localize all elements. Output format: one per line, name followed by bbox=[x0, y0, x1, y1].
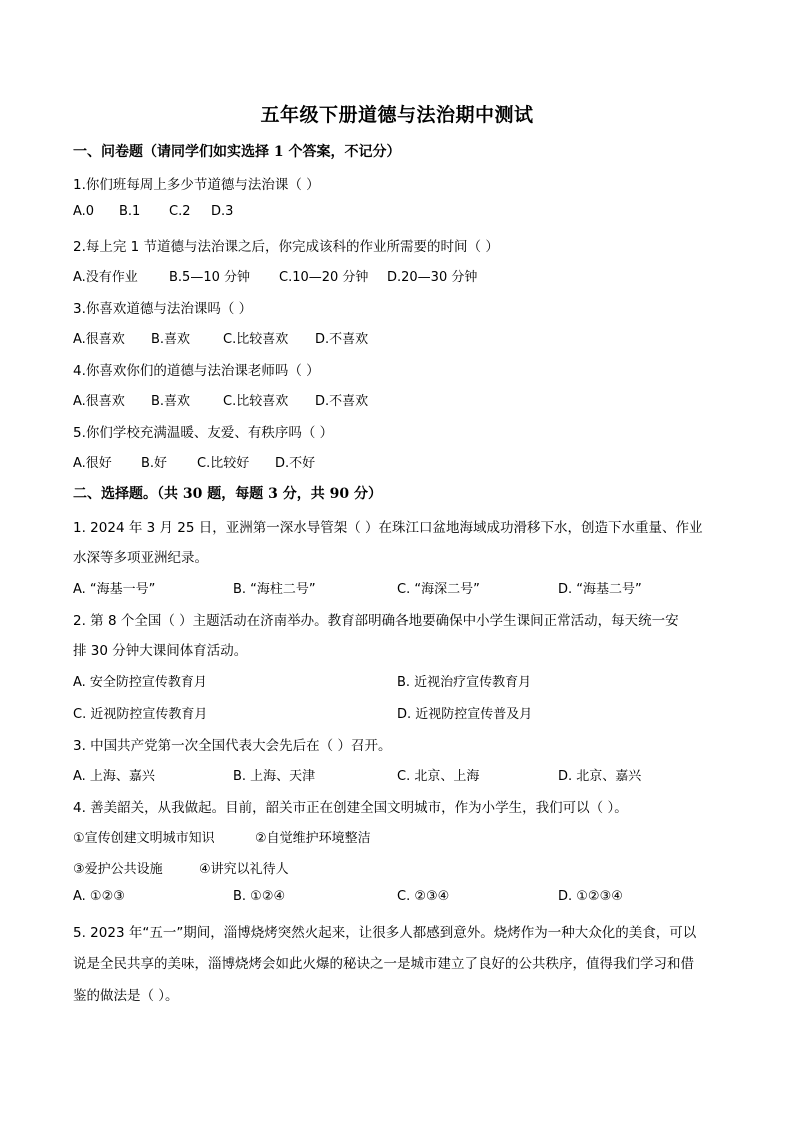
s1-q4-option-c[interactable]: C.比较喜欢 bbox=[223, 394, 289, 409]
s2-q4-item-2: ②自觉维护环境整洁 bbox=[255, 831, 371, 846]
s2-q1-option-b[interactable]: B. “海柱二号” bbox=[233, 582, 316, 597]
s2-q1-option-d[interactable]: D. “海基二号” bbox=[558, 582, 642, 597]
s2-q4-option-d[interactable]: D. ①②③④ bbox=[558, 889, 623, 904]
s1-q2-option-a[interactable]: A.没有作业 bbox=[73, 270, 138, 285]
s2-q2-options-row1 bbox=[73, 671, 733, 689]
s2-q3-option-b[interactable]: B. 上海、天津 bbox=[233, 769, 316, 784]
s2-q4-item-4: ④讲究以礼待人 bbox=[199, 862, 289, 877]
s1-q5-option-a[interactable]: A.很好 bbox=[73, 456, 112, 471]
s1-q5-options bbox=[73, 452, 315, 471]
s2-q2-option-d[interactable]: D. 近视防控宣传普及月 bbox=[397, 707, 533, 722]
s2-q5-line3: 鉴的做法是（ ）。 bbox=[73, 988, 179, 1004]
s1-q1-text: 1.你们班每周上多少节道德与法治课（ ） bbox=[73, 177, 320, 193]
s1-q2-option-c[interactable]: C.10—20 分钟 bbox=[279, 270, 369, 285]
s2-q5-line2: 说是全民共享的美味，淄博烧烤会如此火爆的秘诀之一是城市建立了良好的公共秩序，值得我们学习和借 bbox=[73, 956, 694, 972]
s2-q3-option-a[interactable]: A. 上海、嘉兴 bbox=[73, 769, 155, 784]
s1-q2-option-b[interactable]: B.5—10 分钟 bbox=[169, 270, 250, 285]
s1-q1-option-c[interactable]: C.2 bbox=[169, 204, 191, 219]
s2-q1-option-a[interactable]: A. “海基一号” bbox=[73, 582, 156, 597]
s1-q3-text: 3.你喜欢道德与法治课吗（ ） bbox=[73, 301, 253, 317]
s1-q4-option-a[interactable]: A.很喜欢 bbox=[73, 394, 125, 409]
s1-q1-option-d[interactable]: D.3 bbox=[211, 204, 234, 219]
section1-heading: 一、问卷题（请同学们如实选择 1 个答案，不记分） bbox=[73, 144, 401, 160]
s2-q3-option-d[interactable]: D. 北京、嘉兴 bbox=[558, 769, 642, 784]
section2-heading: 二、选择题。（共 30 题，每题 3 分，共 90 分） bbox=[73, 486, 382, 502]
s1-q2-option-d[interactable]: D.20—30 分钟 bbox=[387, 270, 478, 285]
s2-q4-item-1: ①宣传创建文明城市知识 bbox=[73, 831, 215, 846]
s2-q3-option-c[interactable]: C. 北京、上海 bbox=[397, 769, 480, 784]
s1-q4-option-d[interactable]: D.不喜欢 bbox=[315, 394, 369, 409]
s2-q1-option-c[interactable]: C. “海深二号” bbox=[397, 582, 480, 597]
s2-q2-line1: 2. 第 8 个全国（ ）主题活动在济南举办。教育部明确各地要确保中小学生课间正常活动，每天统一安 bbox=[73, 613, 679, 629]
s2-q5-line1: 5. 2023 年“五一”期间，淄博烧烤突然火起来，让很多人都感到意外。烧烤作为一种大众化的美食，可以 bbox=[73, 925, 697, 941]
s2-q1-line1: 1. 2024 年 3 月 25 日，亚洲第一深水导管架（ ）在珠江口盆地海域成功滑移下水，创造下水重量、作业 bbox=[73, 520, 703, 536]
s2-q2-option-a[interactable]: A. 安全防控宣传教育月 bbox=[73, 675, 207, 690]
page-title: 五年级下册道德与法治期中测试 bbox=[260, 104, 534, 126]
s2-q1-line2: 水深等多项亚洲纪录。 bbox=[73, 550, 208, 566]
s1-q1-option-a[interactable]: A.0 bbox=[73, 204, 95, 219]
s2-q4-items-row2 bbox=[73, 858, 733, 876]
s2-q2-option-c[interactable]: C. 近视防控宣传教育月 bbox=[73, 707, 208, 722]
s1-q1-option-b[interactable]: B.1 bbox=[119, 204, 141, 219]
s2-q4-items-row1 bbox=[73, 827, 733, 845]
s1-q5-option-c[interactable]: C.比较好 bbox=[197, 456, 250, 471]
s1-q3-option-c[interactable]: C.比较喜欢 bbox=[223, 332, 289, 347]
s2-q4-options bbox=[73, 889, 733, 907]
s2-q4-item-3: ③爱护公共设施 bbox=[73, 862, 163, 877]
s2-q4-line1: 4. 善美韶关，从我做起。目前，韶关市正在创建全国文明城市，作为小学生，我们可以（ ）。 bbox=[73, 800, 628, 816]
s1-q3-option-a[interactable]: A.很喜欢 bbox=[73, 332, 125, 347]
s1-q5-text: 5.你们学校充满温暖、友爱、有秩序吗（ ） bbox=[73, 425, 334, 441]
s1-q3-option-b[interactable]: B.喜欢 bbox=[151, 332, 191, 347]
s1-q5-option-d[interactable]: D.不好 bbox=[275, 456, 316, 471]
s1-q1-options bbox=[73, 204, 233, 219]
s1-q3-option-d[interactable]: D.不喜欢 bbox=[315, 332, 369, 347]
s1-q5-option-b[interactable]: B.好 bbox=[141, 456, 168, 471]
s2-q2-option-b[interactable]: B. 近视治疗宣传教育月 bbox=[397, 675, 532, 690]
s2-q1-options bbox=[73, 578, 733, 596]
s2-q2-options-row2 bbox=[73, 703, 733, 721]
s2-q4-option-b[interactable]: B. ①②④ bbox=[233, 889, 286, 904]
s2-q3-line1: 3. 中国共产党第一次全国代表大会先后在（ ）召开。 bbox=[73, 738, 392, 754]
s1-q2-options bbox=[73, 266, 477, 285]
s1-q2-text: 2.每上完 1 节道德与法治课之后，你完成该科的作业所需要的时间（ ） bbox=[73, 239, 499, 255]
s2-q4-option-a[interactable]: A. ①②③ bbox=[73, 889, 125, 904]
s1-q4-text: 4.你喜欢你们的道德与法治课老师吗（ ） bbox=[73, 363, 320, 379]
s1-q4-option-b[interactable]: B.喜欢 bbox=[151, 394, 191, 409]
s1-q4-options bbox=[73, 390, 368, 409]
s2-q2-line2: 排 30 分钟大课间体育活动。 bbox=[73, 643, 248, 659]
s1-q3-options bbox=[73, 328, 368, 347]
s2-q3-options bbox=[73, 765, 733, 783]
s2-q4-option-c[interactable]: C. ②③④ bbox=[397, 889, 450, 904]
